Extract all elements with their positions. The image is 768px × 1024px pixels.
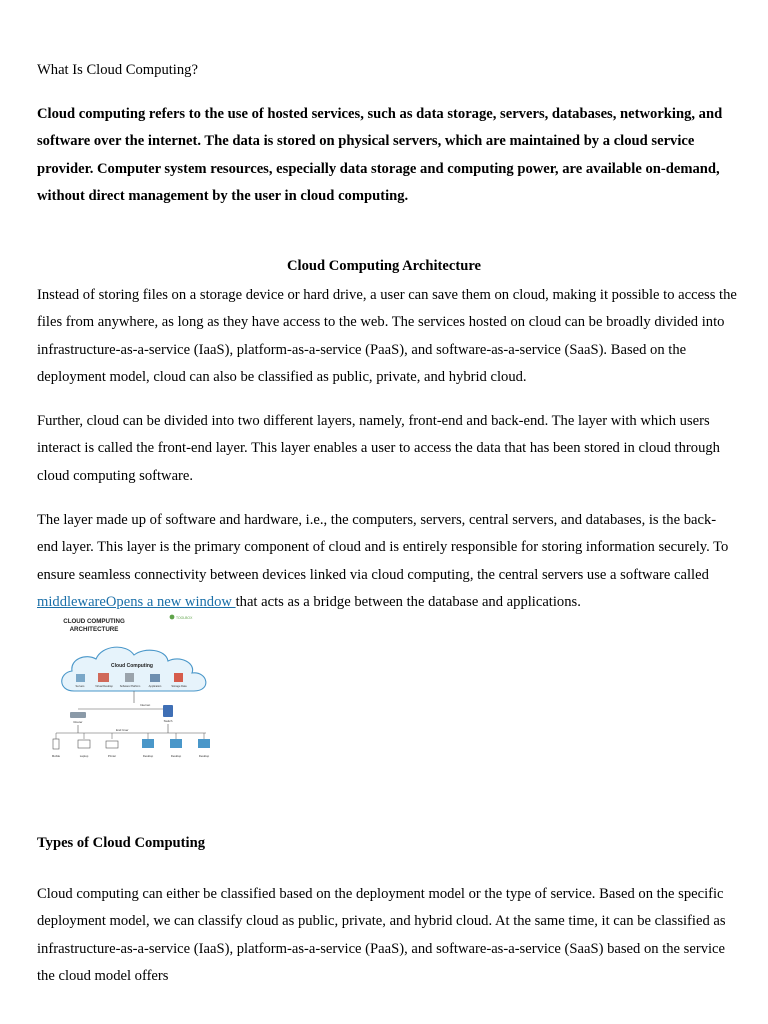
switch-icon: [163, 705, 173, 717]
device-label: Laptop: [79, 754, 89, 758]
printer-icon: [106, 741, 118, 748]
architecture-diagram-svg: [44, 611, 240, 766]
device-mobile: [52, 733, 61, 758]
service-application: [149, 674, 162, 688]
paragraph-backend: [37, 507, 737, 617]
laptop-icon: [78, 740, 90, 748]
virtual-desktop-icon: [98, 673, 109, 682]
paragraph-storage: Instead of storing files on a storage device or hard drive, a user can save them on cloud, making it possible to access the files from anywhere, as long as they have access to the web. The services hosted on cloud can be broadly divided into infrastructure-as-a-service (IaaS), platform-as-a-service (PaaS), and software-as-a-service (SaaS). Based on the deployment model, cloud can also be classified as public, private, and hybrid cloud.: [37, 287, 737, 386]
device-label: Desktop: [142, 754, 154, 758]
toolbox-logo-icon: [170, 615, 175, 620]
service-label: Servers: [75, 685, 85, 688]
service-servers: [76, 674, 86, 688]
architecture-heading: Cloud Computing Architecture: [286, 257, 482, 274]
router-label: Router: [73, 720, 83, 724]
intro-paragraph: Cloud computing refers to the use of hosted services, such as data storage, servers, databases, networking, and software over the internet. The data is stored on physical servers, which are maintained by a cloud service provider. Computer system resources, especially data storage and computing power, are available on-demand, without direct management by the user in cloud computing.: [37, 106, 723, 205]
device-laptop: [78, 733, 90, 758]
cloud-label: Cloud Computing: [111, 663, 153, 669]
diagram-brand: TOOLBOX: [176, 616, 193, 620]
diagram-heading-line1: CLOUD COMPUTING: [63, 618, 125, 625]
paragraph-layers: Further, cloud can be divided into two different layers, namely, front-end and back-end. The layer with which users interact is called the front-end layer. This layer enables a user to access the data that has been stored in cloud through cloud computing software.: [37, 413, 720, 484]
paragraph-backend-tail: that acts as a bridge between the database and applications.: [235, 594, 581, 611]
middleware-link[interactable]: middlewareOpens a new window: [37, 594, 236, 611]
paragraph-types: Cloud computing can either be classified based on the deployment model or the type of service. Based on the specific deployment model, we can classify cloud as public, private, and hybrid cloud. At the same time, it can be classified as infrastructure-as-a-service (IaaS), platform-as-a-service (PaaS), and software-as-a-service (SaaS) based on the service the cloud model offers: [37, 886, 726, 985]
device-label: Desktop: [170, 754, 182, 758]
device-desktop-1: [142, 733, 154, 758]
application-icon: [150, 674, 160, 682]
servers-icon: [76, 674, 85, 682]
software-platform-icon: [125, 673, 134, 682]
service-label: Storage Data: [171, 685, 187, 688]
router-icon: [70, 712, 86, 718]
end-user-label: End User: [116, 728, 129, 732]
device-label: Mobile: [51, 754, 61, 758]
device-label: Desktop: [198, 754, 210, 758]
desktop-icon: [198, 739, 210, 748]
document-title: What Is Cloud Computing?: [37, 62, 198, 78]
service-label: Software Platform: [119, 685, 141, 688]
switch-label: Switch: [163, 719, 173, 723]
storage-data-icon: [174, 673, 183, 682]
diagram-heading-line2: ARCHITECTURE: [69, 626, 119, 633]
types-heading: Types of Cloud Computing: [37, 834, 205, 851]
mobile-icon: [53, 739, 59, 749]
desktop-icon: [142, 739, 154, 748]
service-label: Application: [148, 685, 162, 688]
device-label: Printer: [107, 754, 117, 758]
internet-label: Internet: [140, 703, 151, 707]
device-printer: [106, 733, 118, 758]
device-desktop-3: [198, 733, 210, 758]
device-desktop-2: [170, 733, 182, 758]
paragraph-backend-text: The layer made up of software and hardware, i.e., the computers, servers, central servers, and databases, is the back-end layer. This layer is the primary component of cloud and is entirely responsible for storing information securely. To ensure seamless connectivity between devices linked via cloud computing, the central servers use a software called: [37, 512, 729, 583]
architecture-diagram: [44, 611, 240, 766]
desktop-icon: [170, 739, 182, 748]
service-label: Virtual Desktop: [95, 685, 113, 688]
